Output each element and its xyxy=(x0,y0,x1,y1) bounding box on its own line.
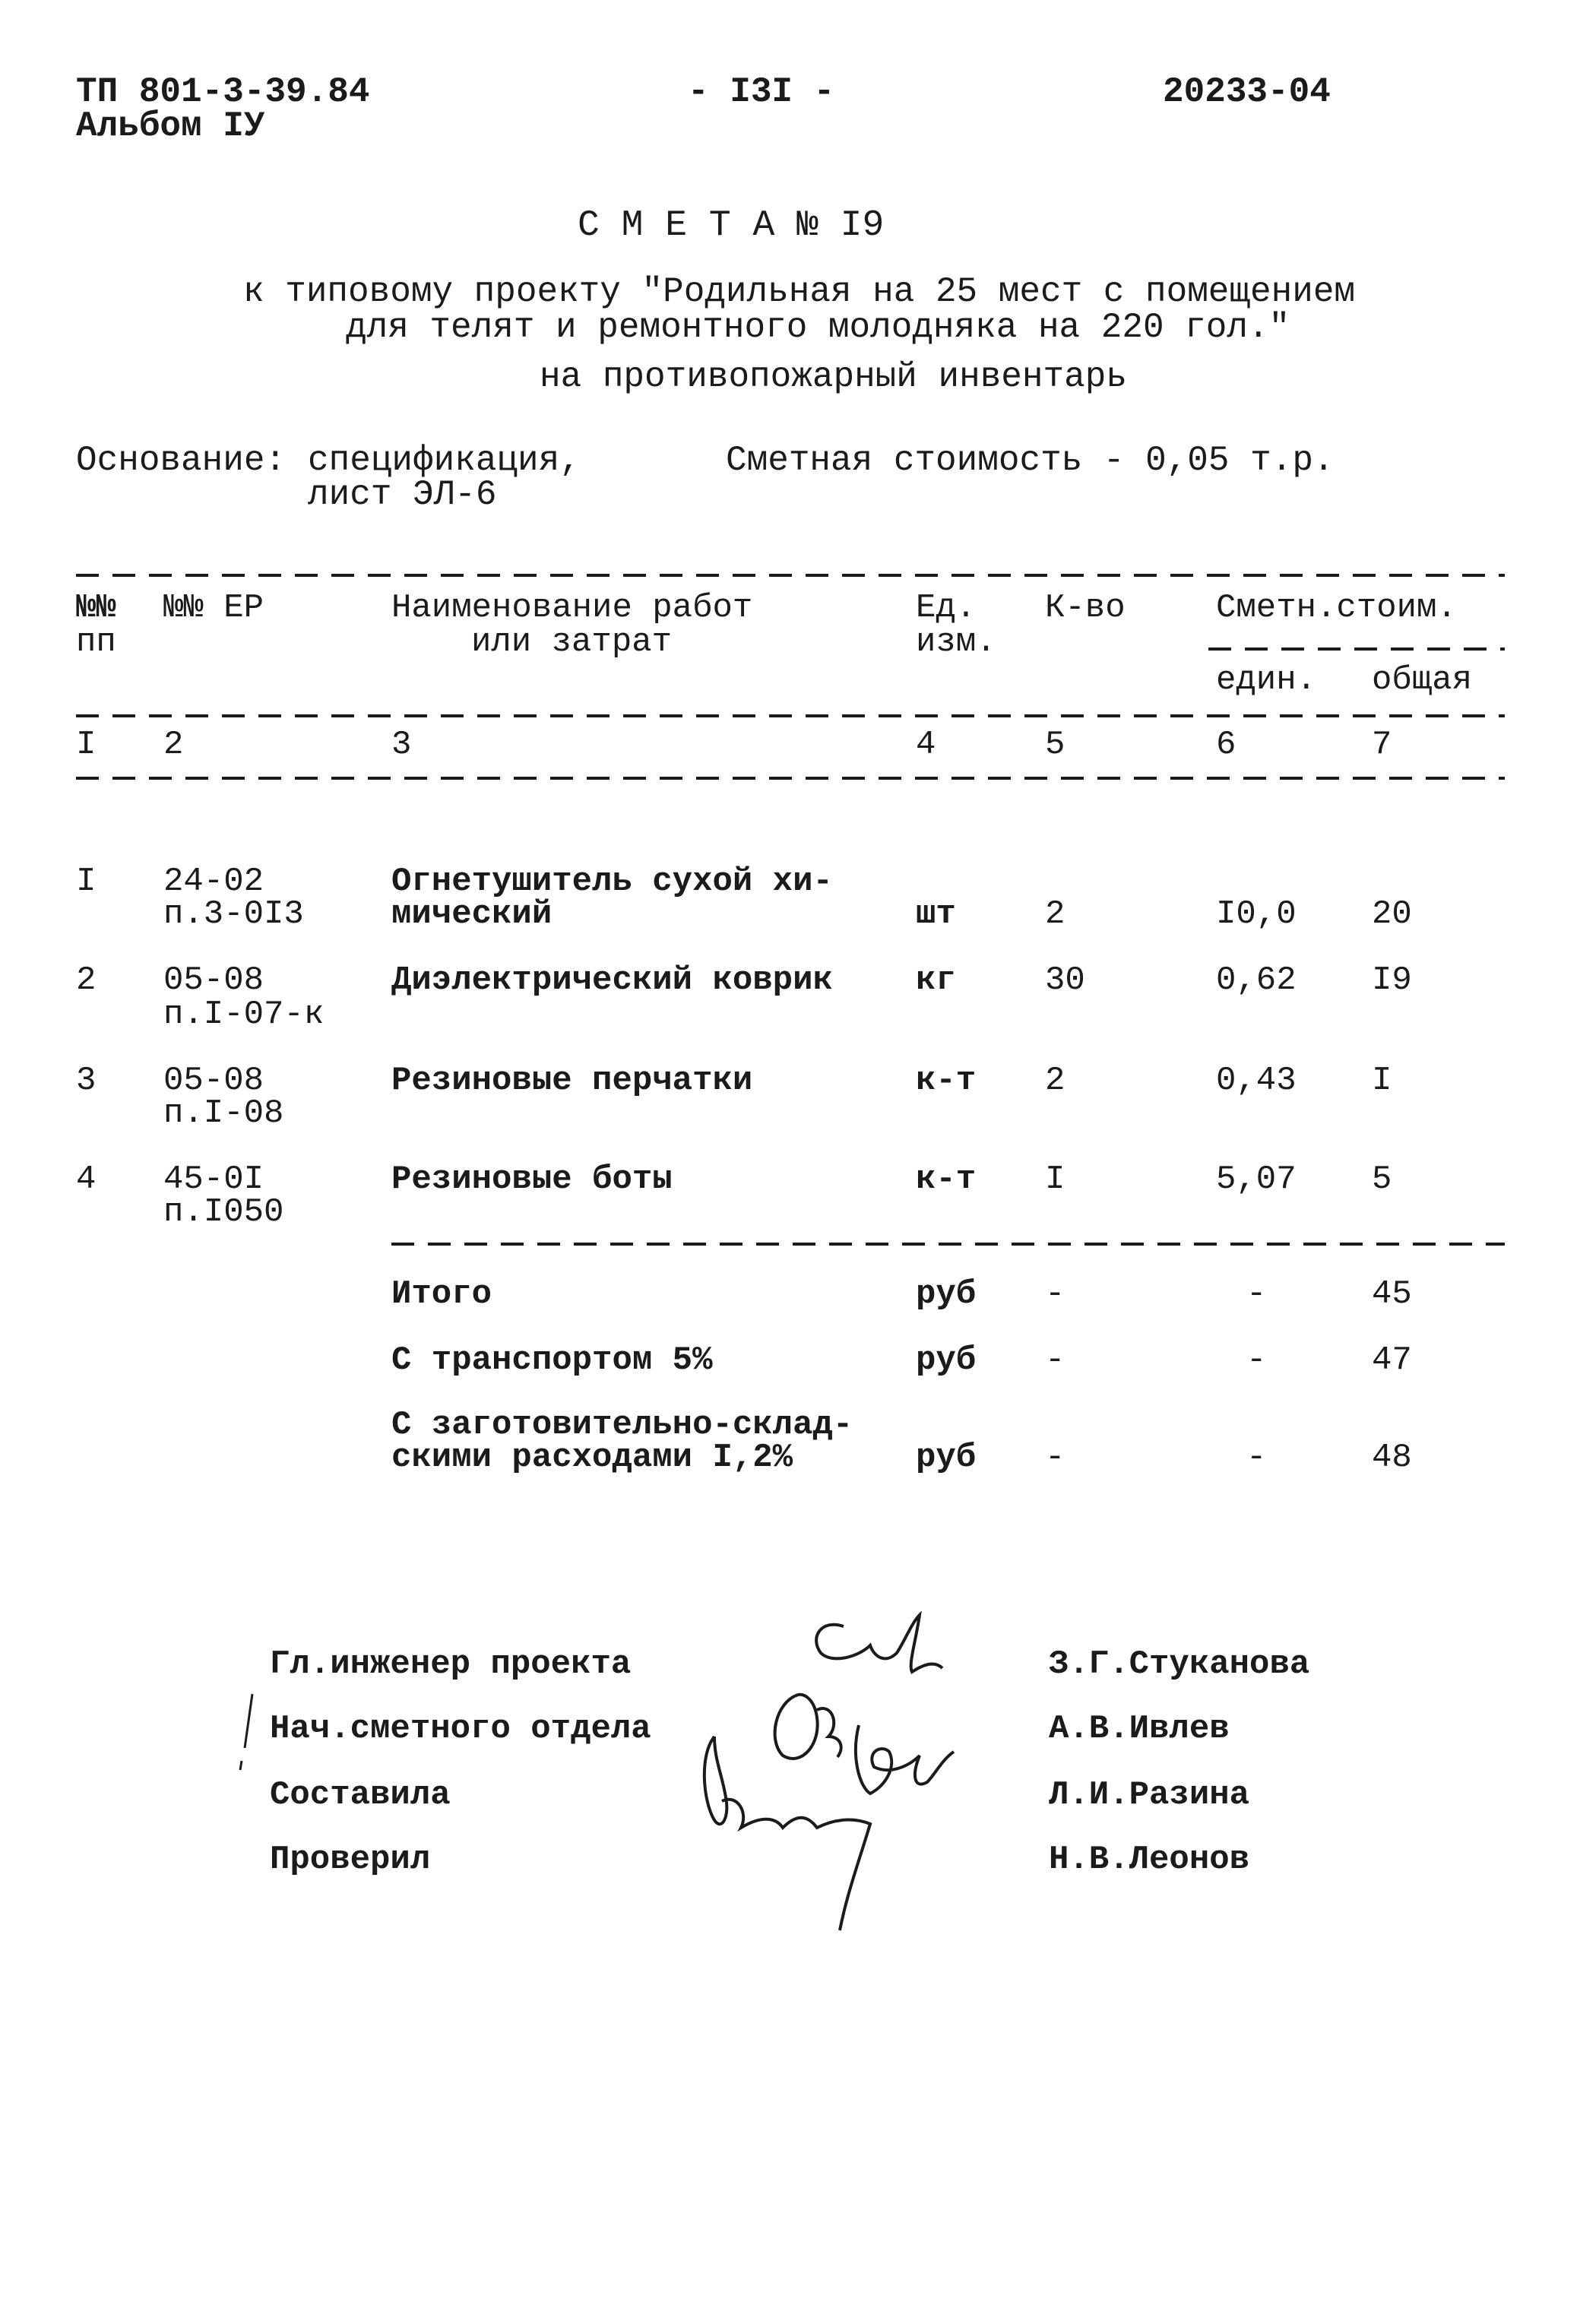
header-unit-2: изм. xyxy=(916,623,996,661)
total-3-qty: - xyxy=(1045,1439,1065,1477)
row-1-unit: шт xyxy=(916,895,956,933)
colnum-5: 5 xyxy=(1045,726,1065,764)
header-total: общая xyxy=(1372,661,1473,699)
rule-header-bottom xyxy=(76,714,1505,717)
row-2-num: 2 xyxy=(76,961,97,999)
signature-name-3: Л.И.Разина xyxy=(1049,1776,1250,1814)
album-label: Альбом IУ xyxy=(76,106,265,146)
signature-role-1: Гл.инженер проекта xyxy=(270,1645,632,1683)
row-3-name-1: Резиновые перчатки xyxy=(391,1062,753,1100)
row-4-unit: к-т xyxy=(916,1160,977,1198)
row-2-total: I9 xyxy=(1372,961,1412,999)
estimated-cost: Сметная стоимость - 0,05 т.р. xyxy=(726,441,1335,480)
title-line-3: на противопожарный инвентарь xyxy=(540,357,1127,397)
row-1-total: 20 xyxy=(1372,895,1412,933)
header-num-2: пп xyxy=(76,623,116,661)
rule-cost-sub xyxy=(1208,647,1505,651)
row-3-price: 0,43 xyxy=(1216,1062,1297,1100)
row-1-name-1: Огнетушитель сухой хи- xyxy=(391,863,833,901)
row-3-total: I xyxy=(1372,1062,1392,1100)
project-code: ТП 801-3-39.84 xyxy=(76,72,370,112)
header-qty: К-во xyxy=(1045,589,1126,627)
total-2-price: - xyxy=(1246,1341,1267,1379)
row-4-name-1: Резиновые боты xyxy=(391,1160,673,1198)
header-er: №№ ЕР xyxy=(163,589,264,627)
row-4-er-2: п.I050 xyxy=(163,1193,284,1231)
total-3-name-2: скими расходами I,2% xyxy=(391,1439,793,1477)
header-num-1: №№ xyxy=(76,589,116,627)
page-number: - I3I - xyxy=(688,72,835,112)
header-unit-1: Ед. xyxy=(916,589,977,627)
total-2-name: С транспортом 5% xyxy=(391,1341,713,1379)
total-2-qty: - xyxy=(1045,1341,1065,1379)
total-2-unit: руб xyxy=(916,1341,977,1379)
row-1-er-2: п.3-0I3 xyxy=(163,895,304,933)
rule-colnum-bottom xyxy=(76,777,1505,780)
row-2-unit: кг xyxy=(916,961,956,999)
header-unit-price: един. xyxy=(1216,661,1317,699)
row-1-er-1: 24-02 xyxy=(163,863,264,901)
basis-value-1: спецификация, xyxy=(308,441,581,480)
total-2-value: 47 xyxy=(1372,1341,1412,1379)
header-name-1: Наименование работ xyxy=(391,589,753,627)
row-2-name-1: Диэлектрический коврик xyxy=(391,961,833,999)
row-2-qty: 30 xyxy=(1045,961,1085,999)
total-1-unit: руб xyxy=(916,1275,977,1313)
total-3-name-1: С заготовительно-склад- xyxy=(391,1406,853,1444)
total-1-name: Итого xyxy=(391,1275,492,1313)
total-1-qty: - xyxy=(1045,1275,1065,1313)
basis-value-2: лист ЭЛ-6 xyxy=(308,475,497,515)
title-line-1: к типовому проекту "Родильная на 25 мест с помещением xyxy=(243,272,1356,312)
rule-top xyxy=(76,574,1505,577)
rule-totals xyxy=(391,1243,1505,1246)
colnum-7: 7 xyxy=(1372,726,1392,764)
row-1-name-2: мический xyxy=(391,895,553,933)
total-1-price: - xyxy=(1246,1275,1267,1313)
signature-name-2: А.В.Ивлев xyxy=(1049,1710,1230,1748)
row-1-num: I xyxy=(76,863,97,901)
total-1-value: 45 xyxy=(1372,1275,1412,1313)
signature-role-2: Нач.сметного отдела xyxy=(270,1710,651,1748)
row-4-er-1: 45-0I xyxy=(163,1160,264,1198)
row-2-er-1: 05-08 xyxy=(163,961,264,999)
colnum-3: 3 xyxy=(391,726,412,764)
row-2-er-2: п.I-07-к xyxy=(163,996,325,1034)
total-3-value: 48 xyxy=(1372,1439,1412,1477)
total-3-unit: руб xyxy=(916,1439,977,1477)
signature-name-1: З.Г.Стуканова xyxy=(1049,1645,1310,1683)
row-3-er-1: 05-08 xyxy=(163,1062,264,1100)
title-line-2: для телят и ремонтного молодняка на 220 гол." xyxy=(346,308,1290,347)
row-4-price: 5,07 xyxy=(1216,1160,1297,1198)
row-4-total: 5 xyxy=(1372,1160,1392,1198)
basis-label: Основание: xyxy=(76,441,287,480)
row-1-price: I0,0 xyxy=(1216,895,1297,933)
header-cost: Сметн.стоим. xyxy=(1216,589,1457,627)
colnum-2: 2 xyxy=(163,726,184,764)
row-3-qty: 2 xyxy=(1045,1062,1065,1100)
row-1-qty: 2 xyxy=(1045,895,1065,933)
signature-role-4: Проверил xyxy=(270,1841,431,1879)
signature-name-4: Н.В.Леонов xyxy=(1049,1841,1250,1879)
row-3-unit: к-т xyxy=(916,1062,977,1100)
handwritten-signatures xyxy=(669,1611,1064,2006)
colnum-1: I xyxy=(76,726,97,764)
document-number: 20233-04 xyxy=(1163,72,1331,112)
colnum-4: 4 xyxy=(916,726,936,764)
header-name-2: или затрат xyxy=(471,623,673,661)
row-2-price: 0,62 xyxy=(1216,961,1297,999)
row-4-qty: I xyxy=(1045,1160,1065,1198)
row-3-num: 3 xyxy=(76,1062,97,1100)
row-3-er-2: п.I-08 xyxy=(163,1094,284,1132)
colnum-6: 6 xyxy=(1216,726,1236,764)
margin-mark xyxy=(236,1691,258,1775)
document-heading: С М Е Т А № I9 xyxy=(578,205,885,246)
signature-role-3: Составила xyxy=(270,1776,451,1814)
signature-stroke-4 xyxy=(705,1737,870,1930)
row-4-num: 4 xyxy=(76,1160,97,1198)
total-3-price: - xyxy=(1246,1439,1267,1477)
